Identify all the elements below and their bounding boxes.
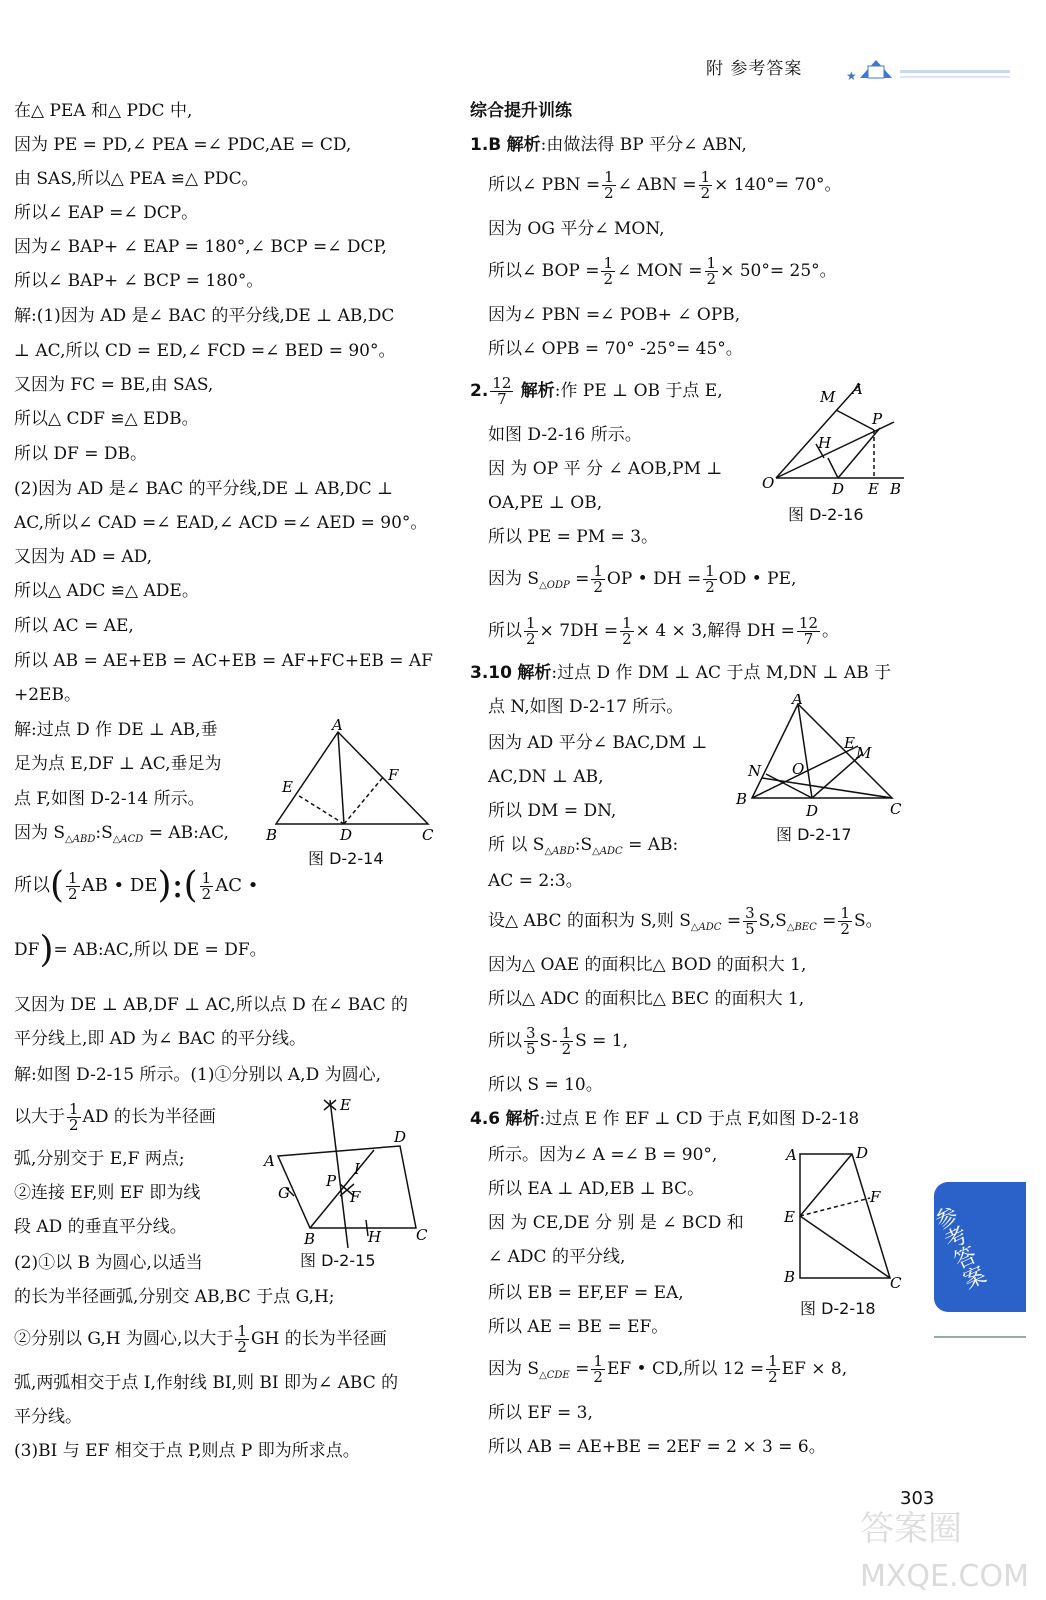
- label-B: B: [736, 790, 748, 808]
- label-F: F: [388, 766, 399, 784]
- label-D: D: [806, 802, 819, 820]
- text-line: 平分线。: [14, 1407, 82, 1427]
- label-C: C: [890, 1274, 902, 1292]
- text-line: 解:(1)因为 AD 是∠ BAC 的平分线,DE ⊥ AB,DC: [14, 306, 395, 326]
- text-line: ⊥ AC,所以 CD = ED,∠ FCD =∠ BED = 90°。: [14, 341, 396, 361]
- label-B: B: [784, 1268, 796, 1286]
- label-O: O: [792, 760, 805, 778]
- label-C: C: [890, 800, 902, 818]
- text-line: 弧,两弧相交于点 I,作射线 BI,则 BI 即为∠ ABC 的: [14, 1373, 399, 1393]
- text-line: 所以△ CDF ≌△ EDB。: [14, 409, 199, 429]
- label-C: C: [416, 1226, 428, 1244]
- q3-line: 所以△ ADC 的面积比△ BEC 的面积大 1,: [488, 989, 805, 1009]
- page-header: [0, 50, 1046, 90]
- q3-line: 因为△ OAE 的面积比△ BOD 的面积大 1,: [488, 955, 807, 975]
- label-G: G: [278, 1184, 290, 1202]
- label-C: C: [422, 826, 434, 844]
- text-line: +2EB。: [14, 685, 81, 705]
- text-line: AC,所以∠ CAD =∠ EAD,∠ ACD =∠ AED = 90°。: [14, 513, 428, 533]
- label-M: M: [820, 388, 836, 406]
- label-I: I: [354, 1160, 360, 1178]
- fraction: $\frac{1}{2}$: [68, 868, 78, 903]
- label-E: E: [282, 778, 293, 796]
- text-line: 又因为 FC = BE,由 SAS,: [14, 375, 214, 395]
- label-H: H: [368, 1228, 382, 1246]
- label-B: B: [890, 480, 902, 498]
- text-line: 所以 DF = DB。: [14, 444, 148, 464]
- q3-line: AC = 2:3。: [488, 871, 583, 891]
- text-line: 所以 AC = AE,: [14, 616, 134, 636]
- q2-line: 所以 PE = PM = 3。: [488, 527, 659, 547]
- q2-line: 2. $\frac{12}{7}$ 解析:作 PE ⊥ OB 于点 E,: [470, 374, 723, 408]
- fraction: $\frac{1}{2}$: [237, 1322, 247, 1356]
- q2-line: OA,PE ⊥ OB,: [488, 493, 603, 513]
- q4-line: 所示。因为∠ A =∠ B = 90°,: [488, 1145, 718, 1165]
- figure-caption: 图 D-2-18: [800, 1299, 876, 1318]
- label-A: A: [852, 380, 863, 398]
- q3-line: 点 N,如图 D-2-17 所示。: [488, 697, 684, 717]
- text-line: 所以∠ BAP+ ∠ BCP = 180°。: [14, 271, 264, 291]
- text-line: (3)BI 与 EF 相交于点 P,则点 P 即为所求点。: [14, 1441, 360, 1461]
- text-line: 所以∠ EAP =∠ DCP。: [14, 203, 199, 223]
- label-E: E: [844, 734, 855, 752]
- label-H: H: [818, 434, 832, 452]
- label-P: P: [872, 410, 883, 428]
- q2-line: 所以 $\frac{1}{2}$ × 7DH = $\frac{1}{2}$ × 4 × 3,解得 DH = $\frac{12}{7}$ 。: [488, 614, 840, 648]
- q4-line: 所以 AE = BE = EF。: [488, 1317, 669, 1337]
- label-N: N: [748, 762, 762, 780]
- q4-line: 因 为 CE,DE 分 别 是 ∠ BCD 和: [488, 1213, 744, 1233]
- text-line: 在△ PEA 和△ PDC 中,: [14, 101, 193, 121]
- q3-line: 所以 S = 10。: [488, 1075, 603, 1095]
- svg-text:答案圈: 答案圈: [860, 1509, 962, 1549]
- text-line: 又因为 DE ⊥ AB,DF ⊥ AC,所以点 D 在∠ BAC 的: [14, 995, 408, 1015]
- text-line: 因为∠ BAP+ ∠ EAP = 180°,∠ BCP =∠ DCP,: [14, 237, 387, 257]
- figure-caption: 图 D-2-17: [776, 825, 852, 844]
- ratio-conclusion-line: DF)= AB:AC,所以 DE = DF。: [14, 929, 267, 971]
- q3-line: 所以 $\frac{3}{5}$ S- $\frac{1}{2}$ S = 1,: [488, 1024, 629, 1058]
- label-D: D: [856, 1144, 869, 1162]
- text-line: 解:过点 D 作 DE ⊥ AB,垂: [14, 720, 218, 740]
- text-line: ②分别以 G,H 为圆心,以大于 $\frac{1}{2}$ GH 的长为半径画: [14, 1322, 387, 1356]
- svg-text:★: ★: [846, 69, 857, 83]
- label-A: A: [792, 694, 803, 708]
- text-line: 所以 AB = AE+EB = AC+EB = AF+FC+EB = AF: [14, 651, 433, 671]
- text-line: 弧,分别交于 E,F 两点;: [14, 1149, 185, 1169]
- side-tab-label: 参考答案: [928, 1202, 989, 1293]
- divider: [934, 1336, 1026, 1338]
- label-D: D: [340, 826, 353, 844]
- label-F: F: [350, 1188, 361, 1206]
- label-A: A: [786, 1146, 797, 1164]
- label-B: B: [304, 1230, 316, 1248]
- label-E: E: [784, 1208, 795, 1226]
- fraction: $\frac{1}{2}$: [69, 1100, 79, 1134]
- q1-line: 所以∠ PBN = $\frac{1}{2}$ ∠ ABN = $\frac{1}{2}$ × 140°= 70°。: [488, 168, 842, 202]
- figure-d-2-16: [756, 378, 916, 502]
- label-P: P: [326, 1172, 337, 1190]
- figure-d-2-18: [780, 1142, 910, 1292]
- q4-line: 所以 AB = AE+BE = 2EF = 2 × 3 = 6。: [488, 1437, 826, 1457]
- figure-caption: 图 D-2-15: [300, 1251, 376, 1270]
- watermark-logo: [850, 1500, 1046, 1600]
- q4-line: 因为 $S_{\triangle CDE}$ = $\frac{1}{2}$ EF • CD,所以 12 = $\frac{1}{2}$ EF × 8,: [488, 1352, 848, 1386]
- header-title: 附 参考答案: [706, 59, 803, 79]
- svg-text:MXQE.COM: MXQE.COM: [860, 1559, 1029, 1594]
- text-line: (2)因为 AD 是∠ BAC 的平分线,DE ⊥ AB,DC ⊥: [14, 479, 394, 499]
- q1-line: 因为∠ PBN =∠ POB+ ∠ OPB,: [488, 305, 741, 325]
- text-line: 因为 PE = PD,∠ PEA =∠ PDC,AE = CD,: [14, 135, 352, 155]
- text-line: ②连接 EF,则 EF 即为线: [14, 1183, 201, 1203]
- label-D: D: [394, 1128, 407, 1146]
- text-line: 平分线上,即 AD 为∠ BAC 的平分线。: [14, 1029, 306, 1049]
- label-F: F: [870, 1188, 881, 1206]
- label-B: B: [266, 826, 278, 844]
- q3-line: 所以 DM = DN,: [488, 801, 617, 821]
- q2-line: 如图 D-2-16 所示。: [488, 425, 642, 445]
- text-line: 点 F,如图 D-2-14 所示。: [14, 789, 205, 809]
- q4-line: ∠ ADC 的平分线,: [488, 1247, 626, 1267]
- text-line: 以大于 $\frac{1}{2}$ AD 的长为半径画: [14, 1100, 216, 1134]
- label-D: D: [832, 480, 845, 498]
- text-line: 所以△ ADC ≌△ ADE。: [14, 581, 199, 601]
- text-line: 解:如图 D-2-15 所示。(1)①分别以 A,D 为圆心,: [14, 1065, 382, 1085]
- label-O: O: [762, 474, 775, 492]
- text-line: 又因为 AD = AD,: [14, 547, 153, 567]
- figure-d-2-15: [256, 1092, 436, 1252]
- figure-caption: 图 D-2-14: [308, 849, 384, 868]
- q1-line: 所以∠ OPB = 70° -25°= 45°。: [488, 339, 743, 359]
- label-E: E: [868, 480, 879, 498]
- figure-d-2-17: [732, 694, 912, 824]
- label-M: M: [856, 744, 872, 762]
- q4-line: 所以 EA ⊥ AD,EB ⊥ BC。: [488, 1179, 705, 1199]
- q4-line: 所以 EF = 3,: [488, 1403, 593, 1423]
- text-line: 由 SAS,所以△ PEA ≌△ PDC。: [14, 169, 259, 189]
- q3-line: 所 以 $S_{\triangle ABD}:S_{\triangle ADC}$ = AB:: [488, 835, 679, 857]
- fraction: $\frac{1}{2}$: [201, 868, 212, 903]
- q3-line: 设△ ABC 的面积为 S,则 $S_{\triangle ADC}$ = $\frac{3}{5}$ $S,S_{\triangle BEC}$ = $\frac{1}{2}$ S。: [488, 904, 883, 938]
- q1-line: 因为 OG 平分∠ MON,: [488, 219, 665, 239]
- text-line: 段 AD 的垂直平分线。: [14, 1217, 187, 1237]
- text-line: (2)①以 B 为圆心,以适当: [14, 1253, 203, 1273]
- label-E: E: [340, 1096, 351, 1114]
- q2-line: 因 为 OP 平 分 ∠ AOB,PM ⊥: [488, 459, 723, 479]
- label-A: A: [332, 718, 343, 734]
- section-title: 综合提升训练: [470, 101, 572, 121]
- area-ratio-line: 因为 $S_{\triangle ABD}:S_{\triangle ACD}$ = AB:AC,: [14, 823, 229, 845]
- text-line: 足为点 E,DF ⊥ AC,垂足为: [14, 754, 222, 774]
- book-logo-icon: [840, 50, 1010, 86]
- q4-line: 所以 EB = EF,EF = EA,: [488, 1283, 684, 1303]
- q2-line: 因为 $S_{\triangle ODP}$ = $\frac{1}{2}$ OP • DH = $\frac{1}{2}$ OD • PE,: [488, 562, 797, 596]
- q1-line: 所以∠ BOP = $\frac{1}{2}$ ∠ MON = $\frac{1}{2}$ × 50°= 25°。: [488, 254, 837, 288]
- q4-line: 4.6 解析:过点 E 作 EF ⊥ CD 于点 F,如图 D-2-18: [470, 1109, 860, 1129]
- text-line: 的长为半径画弧,分别交 AB,BC 于点 G,H;: [14, 1287, 335, 1307]
- q3-line: 因为 AD 平分∠ BAC,DM ⊥: [488, 733, 708, 753]
- label-A: A: [264, 1152, 275, 1170]
- side-tab[interactable]: [928, 1182, 1026, 1312]
- figure-caption: 图 D-2-16: [788, 505, 864, 524]
- page-number: 303: [900, 1488, 935, 1509]
- q3-line: AC,DN ⊥ AB,: [488, 767, 604, 787]
- q1-line: 1.B 解析:由做法得 BP 平分∠ ABN,: [470, 135, 747, 155]
- q3-line: 3.10 解析:过点 D 作 DM ⊥ AC 于点 M,DN ⊥ AB 于: [470, 663, 892, 683]
- ratio-expression-line: 所以( $\frac{1}{2}$ AB • DE):( $\frac{1}{2}$ AC •: [14, 865, 259, 906]
